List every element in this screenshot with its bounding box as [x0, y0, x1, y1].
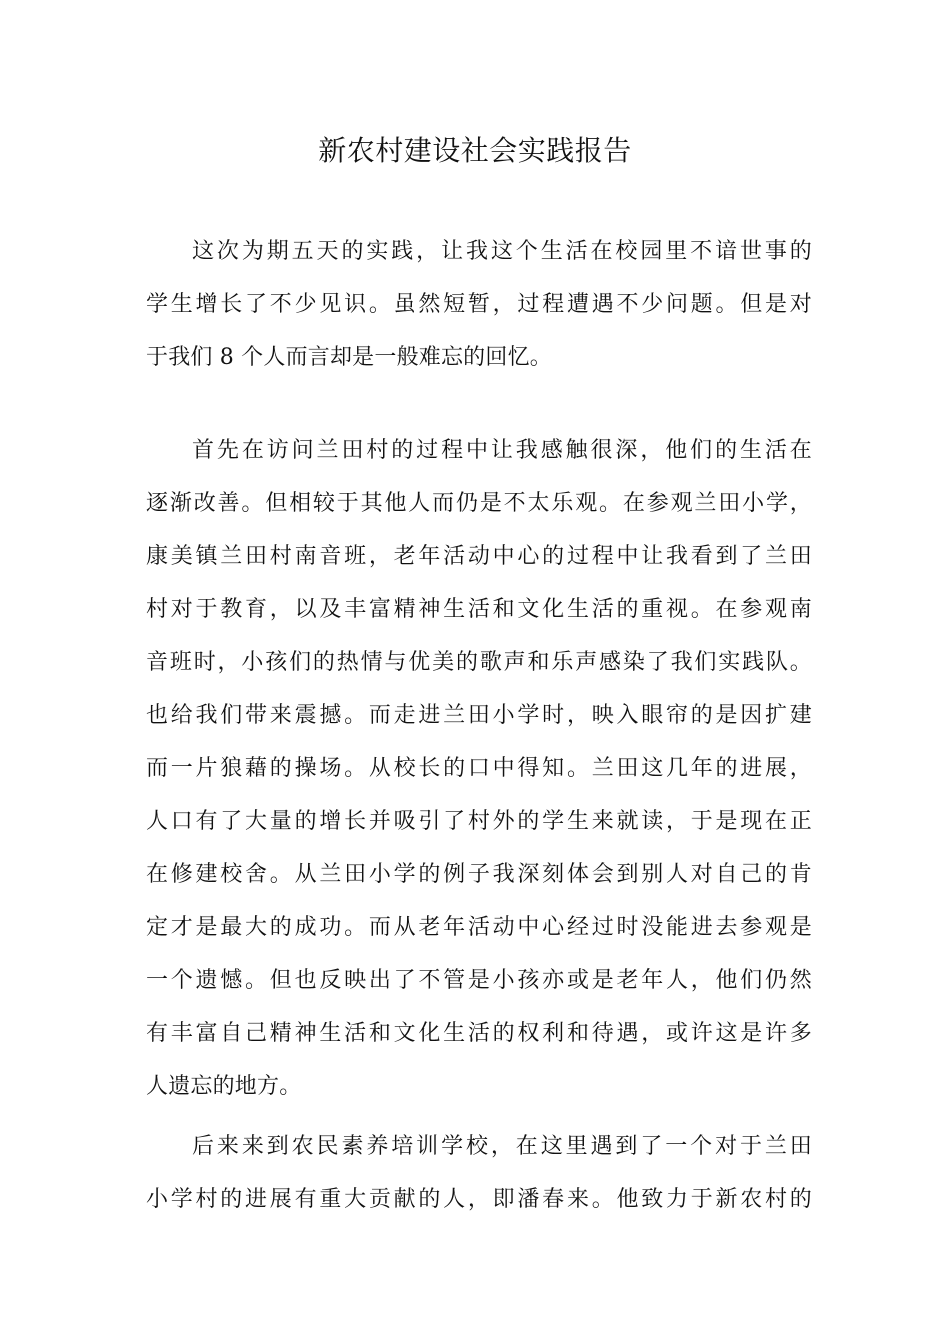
paragraph-line: 康美镇兰田村南音班，老年活动中心的过程中让我看到了兰田	[146, 544, 812, 569]
paragraph-line: 而一片狼藉的操场。从校长的口中得知。兰田这几年的进展，	[146, 756, 812, 781]
paragraph-line: 首先在访问兰田村的过程中让我感触很深，他们的生活在	[192, 438, 812, 463]
paragraph-line: 一个遗憾。但也反映出了不管是小孩亦或是老年人，他们仍然	[146, 968, 812, 993]
document-title: 新农村建设社会实践报告	[318, 134, 632, 167]
paragraph-line: 这次为期五天的实践，让我这个生活在校园里不谙世事的	[192, 239, 812, 264]
paragraph-2	[146, 424, 812, 1113]
paragraph-1	[146, 225, 812, 384]
paragraph-line: 有丰富自己精神生活和文化生活的权利和待遇，或许这是许多	[146, 1021, 812, 1046]
paragraph-line: 也给我们带来震撼。而走进兰田小学时，映入眼帘的是因扩建	[146, 703, 812, 728]
paragraph-3	[146, 1120, 812, 1226]
paragraph-line: 在修建校舍。从兰田小学的例子我深刻体会到别人对自己的肯	[146, 862, 812, 887]
paragraph-line: 人口有了大量的增长并吸引了村外的学生来就读，于是现在正	[146, 809, 812, 834]
paragraph-line: 小学村的进展有重大贡献的人，即潘春来。他致力于新农村的	[146, 1187, 812, 1212]
paragraph-line: 后来来到农民素养培训学校，在这里遇到了一个对于兰田	[192, 1134, 812, 1159]
paragraph-line: 音班时，小孩们的热情与优美的歌声和乐声感染了我们实践队。	[146, 650, 812, 675]
paragraph-line: 学生增长了不少见识。虽然短暂，过程遭遇不少问题。但是对	[146, 292, 812, 317]
paragraph-line: 定才是最大的成功。而从老年活动中心经过时没能进去参观是	[146, 915, 812, 940]
paragraph-line: 人遗忘的地方。	[146, 1074, 302, 1099]
paragraph-line: 村对于教育，以及丰富精神生活和文化生活的重视。在参观南	[146, 597, 812, 622]
paragraph-line: 于我们 8 个人而言却是一般难忘的回忆。	[146, 345, 552, 370]
paragraph-line: 逐渐改善。但相较于其他人而仍是不太乐观。在参观兰田小学，	[146, 491, 812, 516]
